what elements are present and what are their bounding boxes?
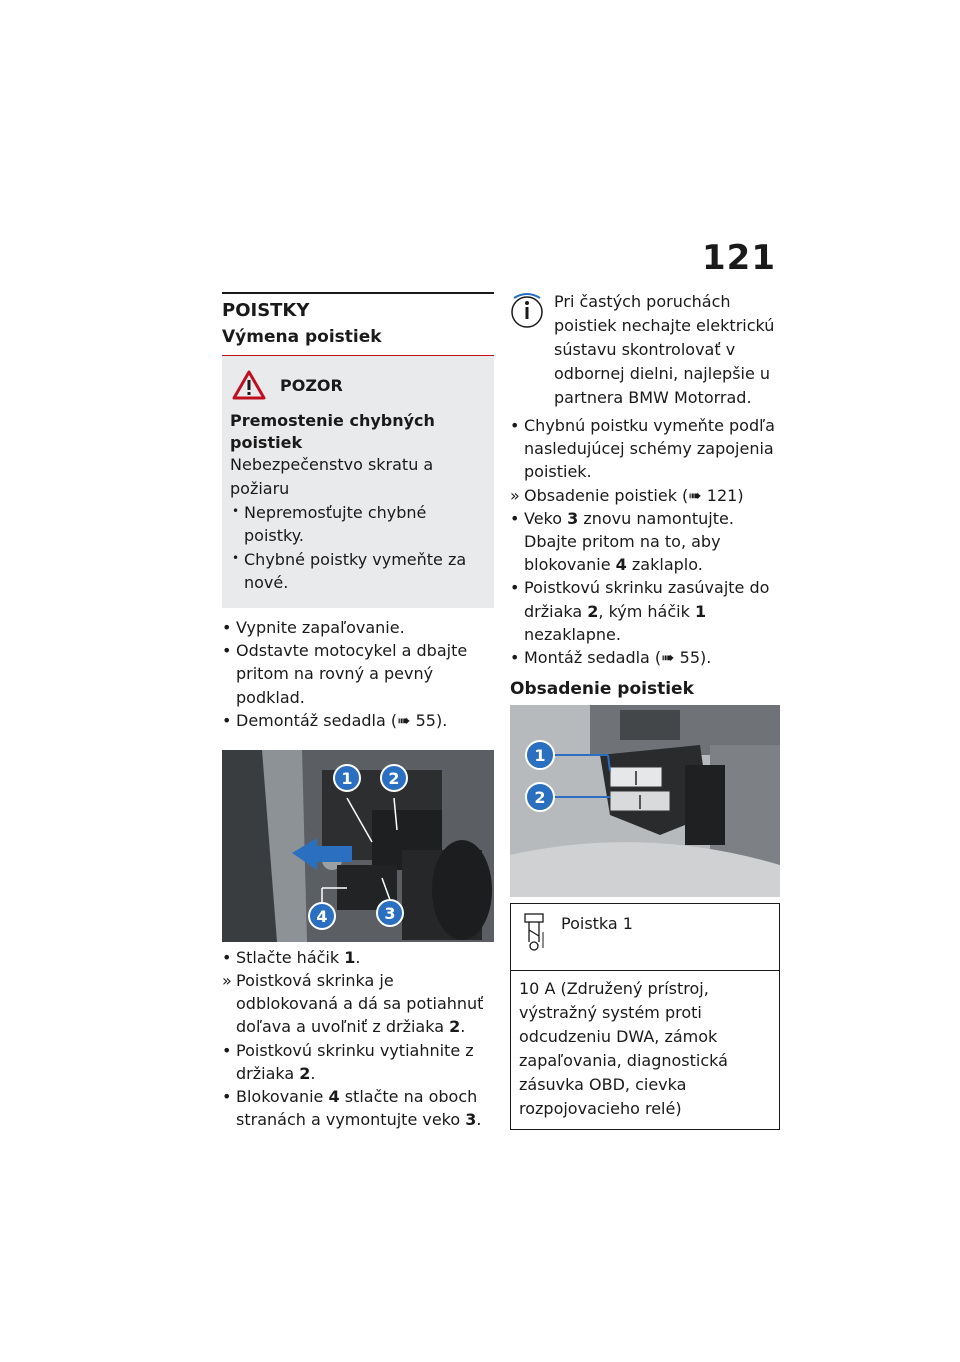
fuse-name: Poistka 1 [561,914,633,934]
page-number: 121 [702,238,776,278]
section-title: POISTKY [222,300,310,321]
warning-label: POZOR [280,375,343,395]
list-item-result: » Obsadenie poistiek (➠ 121) [510,484,782,507]
info-icon [510,290,544,334]
fuse-table [510,903,780,1130]
list-item-result: » Poistková skrinka je odblokovaná a dá sa potiahnuť doľava a uvoľniť z držiaka 2. [222,969,494,1039]
callout-3: 3 [384,903,396,923]
warning-risk: Nebezpečenstvo skratu a požiaru [230,455,434,499]
fuse-description: 10 A (Združený prístroj, výstražný systém proti odcudzeniu DWA, zámok zapaľovania, diagnostická zásuvka OBD, cievka rozpojovacieho relé) [519,979,728,1119]
warning-triangle-icon [232,370,266,400]
steps-list-2 [222,946,494,1132]
list-item: • Odstavte motocykel a dbajte pritom na rovný a pevný podklad. [222,639,494,709]
fuse-layout-photo [510,705,780,897]
warning-box [222,356,494,608]
callout-4: 4 [316,906,328,926]
callout-1: 1 [534,746,546,766]
list-item: • Stlačte háčik 1. [222,946,494,969]
list-item: • Demontáž sedadla (➠ 55). [222,709,494,732]
section-rule [222,292,494,294]
fuse-box-photo [222,750,494,942]
callout-2: 2 [388,768,400,788]
warning-list [230,501,486,594]
warning-header [230,370,486,400]
right-column [510,290,782,1130]
callout-1: 1 [341,768,353,788]
list-item: • Montáž sedadla (➠ 55). [510,646,782,669]
info-text: Pri častých poruchách poistiek nechajte elektrickú sústavu skontrolovať v odbornej dielni, najlepšie u partnera BMW Motorrad. [554,292,775,407]
list-item: • Nepremosťujte chybné poistky. [230,501,486,547]
warning-heading: Premostenie chybných poistiek [230,411,435,452]
fuse-icon [521,912,547,956]
list-item: • Chybnú poistku vymeňte podľa nasledujúcej schémy zapojenia poistiek. [510,414,782,484]
steps-list-3 [510,414,782,669]
list-item: • Vypnite zapaľovanie. [222,616,494,639]
info-note [510,290,782,410]
subsection-title: Výmena poistiek [222,327,494,356]
subsection-title-fuses: Obsadenie poistiek [510,679,694,700]
list-item: • Veko 3 znovu namontujte. Dbajte pritom na to, aby blokovanie 4 zaklaplo. [510,507,782,577]
list-item: • Chybné poistky vymeňte za nové. [230,548,486,594]
steps-list-1 [222,616,494,732]
left-column [222,292,494,1131]
callout-2: 2 [534,788,546,808]
fuse-table-header [511,904,779,971]
list-item: • Poistkovú skrinku zasúvajte do držiaka 2, kým háčik 1 nezaklapne. [510,576,782,646]
list-item: • Blokovanie 4 stlačte na oboch stranách a vymontujte veko 3. [222,1085,494,1131]
list-item: • Poistkovú skrinku vytiahnite z držiaka 2. [222,1039,494,1085]
